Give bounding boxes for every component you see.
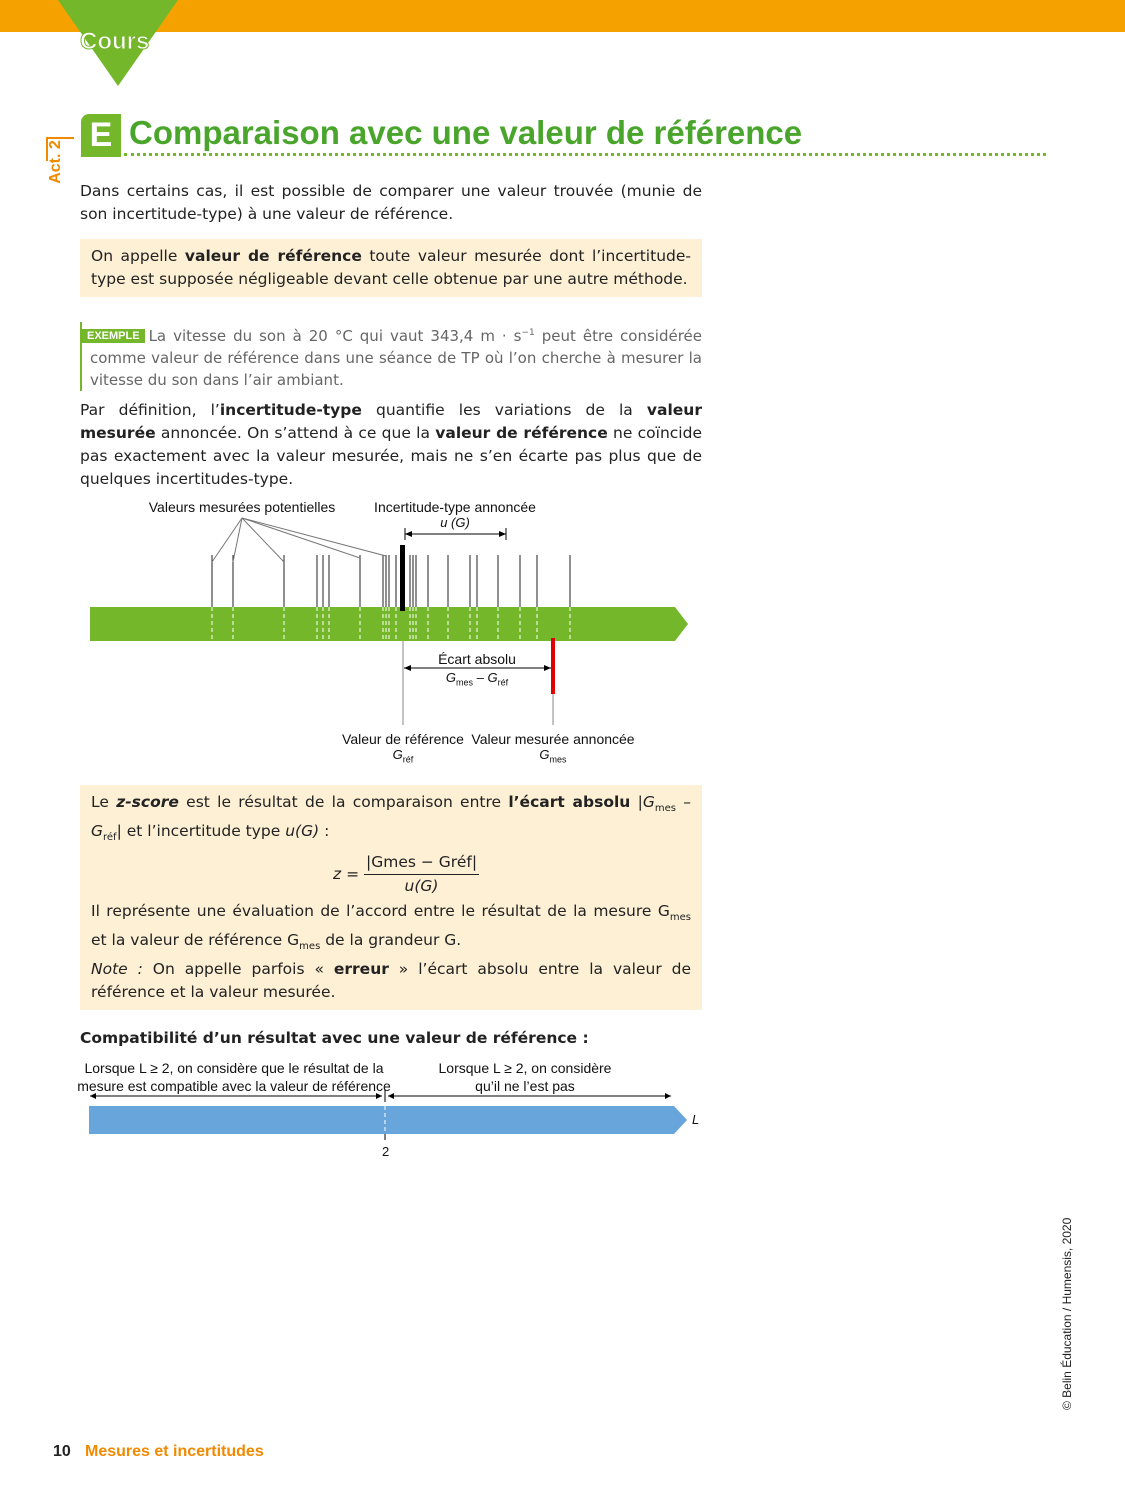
ref-label: Valeur de référence <box>342 731 464 747</box>
uncertainty-label: Incertitude-type annoncée <box>374 499 536 515</box>
measured-value-mark <box>551 638 555 694</box>
tick-2-label: 2 <box>382 1144 390 1159</box>
example-tag: EXEMPLE <box>82 329 145 343</box>
intro-text: Dans certains cas, il est possible de comparer une valeur trouvée (munie de son incertitude-type) à une valeur de référence. <box>80 182 702 223</box>
axis-l-label: L <box>692 1112 700 1127</box>
l-axis-arrow <box>89 1106 687 1134</box>
section-letter: E <box>81 114 121 157</box>
zscore-formula: z = $\frac{\text{|Gmes − Gréf|}}{u(G)}$ <box>333 853 478 896</box>
section-tag: Cours <box>80 28 150 55</box>
reference-value-mark <box>400 545 405 611</box>
ecart-label: Écart absolu <box>438 651 516 667</box>
title-underline <box>124 153 1046 156</box>
leader-line <box>242 518 360 558</box>
leader-line <box>242 518 386 556</box>
definition-box: On appelle valeur de référence toute valeur mesurée dont l’incertitude-type est supposée négligeable devant celle obtenue par une autre méthode. <box>80 239 702 297</box>
compat-right-label: Lorsque L ≥ 2, on considère qu’il ne l’est pas <box>438 1060 612 1094</box>
compat-axis <box>80 1090 710 1140</box>
activity-ref <box>40 135 74 185</box>
zscore-box: Le z-score est le résultat de la comparaison entre l’écart absolu $|G_{mes} - G_{réf}|$ et l’incertitude type u(G) : z = $\frac{\text{|Gmes − Gréf|}}{u(G)}$ Il représente une évaluation de l’accord entre le résultat de la mesure $G_{mes}$ et la valeur de référence $G_{mes}$ de la grandeur G. Note : On appelle parfois « erreur » l’écart absolu entre la valeur de référence et la valeur mesurée. <box>80 785 702 1010</box>
page-title: Comparaison avec une valeur de référence <box>129 114 803 151</box>
u-label: u (G) <box>440 515 470 530</box>
definition-paragraph: Par définition, l’incertitude-type quantifie les variations de la valeur mesurée annoncée. On s’attend à ce que la valeur de référence ne coïncide pas exactement avec la valeur mesurée, mais ne s’en écarte pas plus que de quelques incertitudes-type. <box>80 401 702 488</box>
mes-label: Valeur mesurée annoncée <box>471 731 635 747</box>
gref-label: $G_{réf}$ <box>392 747 414 765</box>
ecart-formula: $G_{mes} - G_{réf}$ <box>445 670 509 688</box>
example-block: EXEMPLE La vitesse du son à 20 °C qui vaut 343,4 $m \cdot s^{-1}$ peut être considérée comme valeur de référence dans une séance de TP où l’on cherche à mesurer la vitesse du son dans l’air ambiant. <box>80 322 702 391</box>
potential-values-label: Valeurs mesurées potentielles <box>148 499 336 515</box>
copyright: © Belin Éducation / Humensis, 2020 <box>1060 1217 1074 1410</box>
compat-left-label: Lorsque L ≥ 2, on considère que le résultat de la mesure est compatible avec la valeur de référence <box>77 1060 391 1094</box>
compat-title: Compatibilité d’un résultat avec une valeur de référence : <box>80 1029 589 1047</box>
chapter-title: Mesures et incertitudes <box>85 1443 264 1460</box>
gmes-label: $G_{mes}$ <box>539 747 567 765</box>
page-number: 10 <box>53 1443 71 1460</box>
activity-label: Act. 2 <box>46 140 64 184</box>
